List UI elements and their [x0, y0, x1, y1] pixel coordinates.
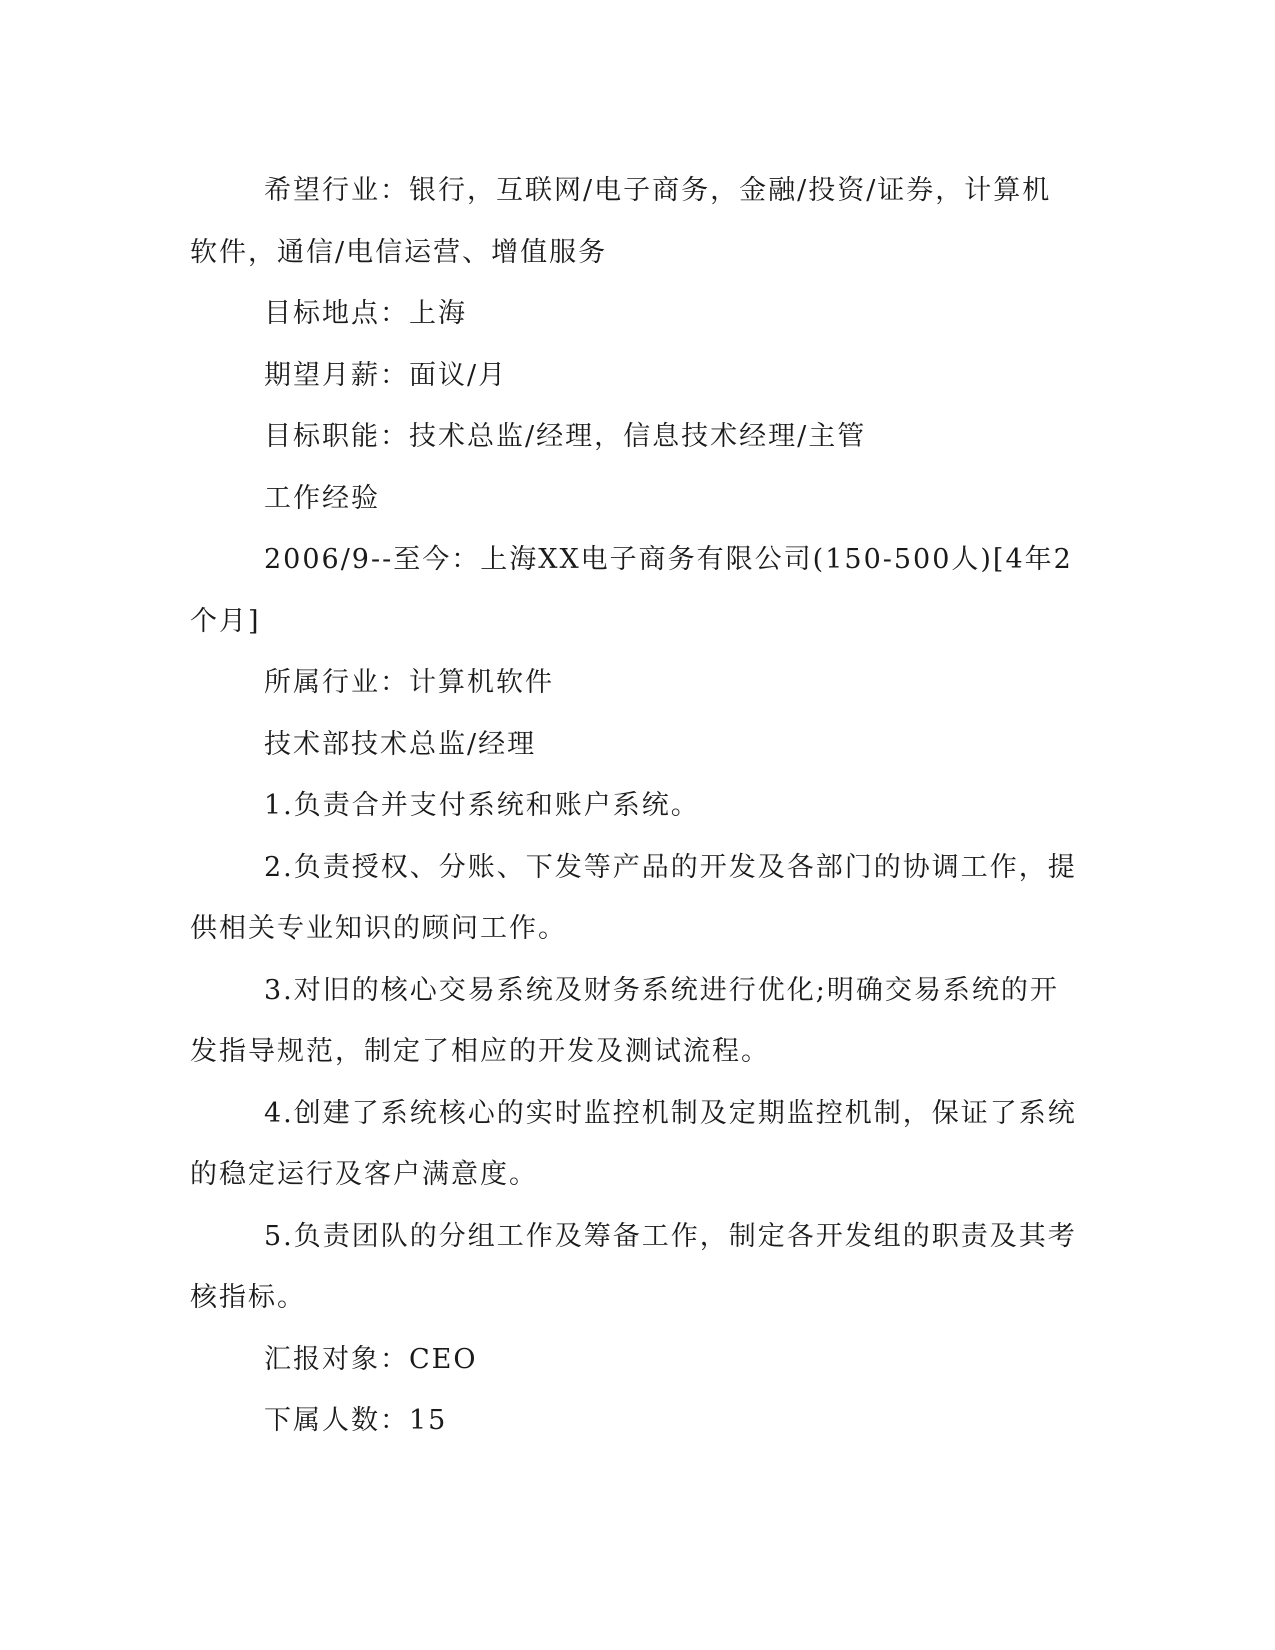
target-location: 目标地点：上海	[264, 298, 467, 329]
reports-to: 汇报对象：CEO	[264, 1343, 478, 1375]
company-industry: 所属行业：计算机软件	[264, 667, 554, 698]
duty-item: 4.创建了系统核心的实时监控机制及定期监控机制，保证了系统的稳定运行及客户满意度。	[190, 1097, 1077, 1190]
employment-period: 2006/9--至今：上海XX电子商务有限公司(150-500人)[4年2个月]	[190, 544, 1073, 637]
duty-item: 3.对旧的核心交易系统及财务系统进行优化;明确交易系统的开发指导规范，制定了相应的开发及测试流程。	[190, 974, 1059, 1067]
document-body	[190, 160, 1080, 1452]
section-heading-work-experience: 工作经验	[264, 482, 380, 514]
desired-industry: 希望行业：银行，互联网/电子商务，金融/投资/证券，计算机软件，通信/电信运营、增值服务	[190, 175, 1052, 268]
subordinates-count: 下属人数：15	[264, 1405, 448, 1436]
expected-salary: 期望月薪：面议/月	[264, 359, 508, 391]
duty-item: 5.负责团队的分组工作及筹备工作，制定各开发组的职责及其考核指标。	[190, 1220, 1077, 1313]
duty-item: 1.负责合并支付系统和账户系统。	[264, 790, 700, 821]
duty-item: 2.负责授权、分账、下发等产品的开发及各部门的协调工作，提供相关专业知识的顾问工作。	[190, 851, 1077, 944]
target-function: 目标职能：技术总监/经理，信息技术经理/主管	[264, 421, 867, 452]
job-title: 技术部技术总监/经理	[264, 728, 537, 760]
